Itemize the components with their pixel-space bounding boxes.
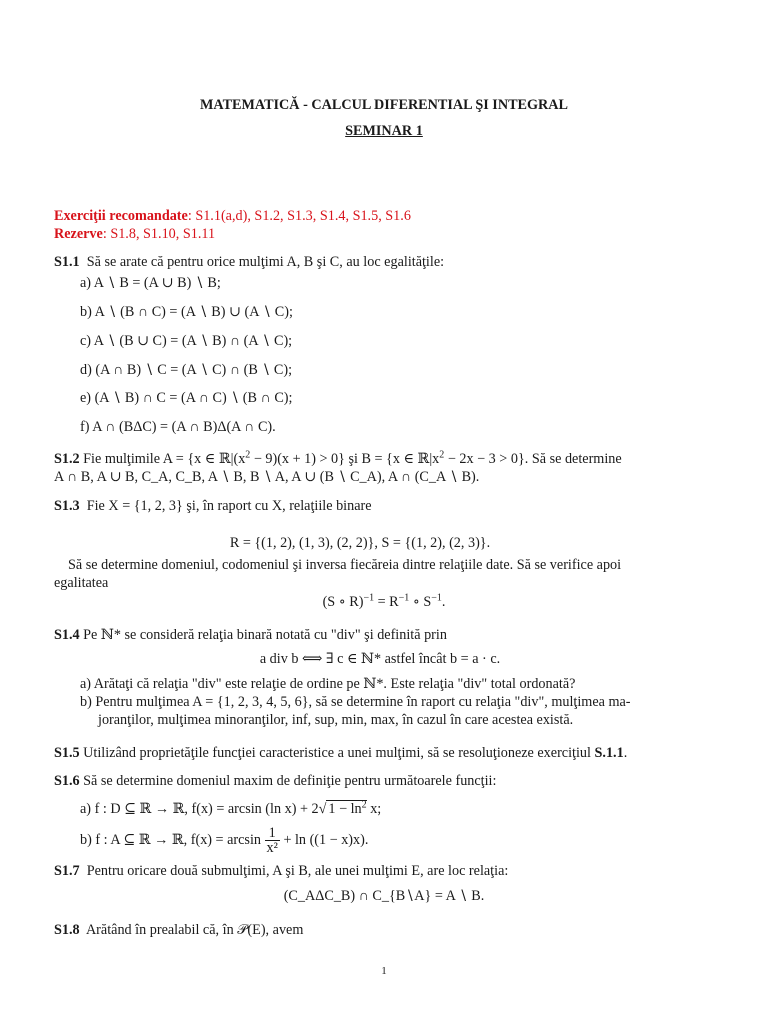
exercise-s1-4: S1.4 Pe ℕ* se consideră relaţia binară notată cu "div" şi definită prin — [54, 627, 447, 643]
s1-3-paragraph: Să se determine domeniul, codomeniul şi inversa fiecăreia dintre relaţiile date. Să se verifice apoi — [68, 557, 622, 573]
recommended-list: : S1.1(a,d), S1.2, S1.3, S1.4, S1.5, S1.6 — [187, 208, 411, 224]
exercise-s1-1 — [54, 253, 444, 271]
page-number: 1 — [381, 965, 387, 977]
reserve-line — [54, 225, 215, 243]
s1-1-item-b: b) A ∖ (B ∩ C) = (A ∖ B) ∪ (A ∖ C); — [80, 304, 293, 320]
exercise-number: S1.2 — [54, 451, 80, 467]
seminar-title: SEMINAR 1 — [345, 123, 423, 139]
exercise-number: S1.7 — [54, 863, 80, 879]
s1-3-paragraph-end: egalitatea — [54, 575, 109, 591]
s1-1-item-c: c) A ∖ (B ∪ C) = (A ∖ B) ∩ (A ∖ C); — [80, 333, 293, 349]
s1-2-line-2: A ∩ B, A ∪ B, C_A, C_B, A ∖ B, B ∖ A, A ∪ (B ∖ C_A), A ∩ (C_A ∖ B). — [54, 469, 480, 485]
s1-4-item-b: b) Pentru mulţimea A = {1, 2, 3, 4, 5, 6}, să se determine în raport cu relaţia "div", mulţimea ma- — [80, 694, 631, 710]
exercise-s1-8: S1.8 Arătând în prealabil că, în 𝒫(E), avem — [54, 922, 304, 938]
s1-4-definition: a div b ⟺ ∃ c ∈ ℕ* astfel încât b = a · c. — [259, 651, 501, 667]
s1-7-equation: (C_AΔC_B) ∩ C_{B∖A} = A ∖ B. — [283, 888, 485, 904]
reserve-list: : S1.8, S1.10, S1.11 — [102, 226, 216, 242]
s1-1-item-d: d) (A ∩ B) ∖ C = (A ∖ C) ∩ (B ∖ C); — [80, 362, 293, 378]
exercise-s1-5: S1.5 Utilizând proprietăţile funcţiei caracteristice a unei mulţimi, să se resoluţioneze exerciţiul S.1.1. — [54, 745, 628, 761]
s1-4-item-a: a) Arătaţi că relaţia "div" este relaţie de ordine pe ℕ*. Este relaţia "div" total ordonată? — [80, 676, 576, 692]
s1-1-item-e: e) (A ∖ B) ∩ C = (A ∩ C) ∖ (B ∩ C); — [80, 390, 293, 406]
s1-3-equation: (S ∘ $R)^{-1} = R^{-1}$ ∘ $S^{-1}$. — [322, 592, 446, 610]
exercise-s1-3: S1.3 Fie X = {1, 2, 3} şi, în raport cu X, relaţiile binare — [54, 498, 372, 514]
s1-4-item-b-cont: joranţilor, mulţimea minoranţilor, inf, sup, min, max, în cazul în care acestea există. — [98, 712, 574, 728]
exercise-number: S1.6 — [54, 773, 80, 789]
document-title: MATEMATICĂ - CALCUL DIFERENTIAL ŞI INTEGRAL — [199, 97, 568, 113]
fraction: $\frac{1}{\text{x²}}$ — [266, 825, 278, 856]
s1-6-item-a: a) f : D ⊆ ℝ → ℝ, f(x) = arcsin (ln x) + 2√ $1 - \ln^2 x$; — [80, 799, 382, 817]
s1-6-item-b: b) f : A ⊆ ℝ → ℝ, f(x) = arcsin $\frac{1}{\text{x²}}$ + ln ((1 − x)x). — [80, 825, 369, 856]
exercise-number: S1.8 — [54, 922, 80, 938]
s1-1-item-a: a) A ∖ B = (A ∪ B) ∖ B; — [80, 275, 221, 291]
s1-1-item-f: f) A ∩ (BΔC) = (A ∩ B)Δ(A ∩ C). — [80, 419, 276, 435]
exercise-s1-7: S1.7 Pentru oricare două submulţimi, A şi B, ale unei mulţimi E, are loc relaţia: — [54, 863, 509, 879]
exercise-s1-6: S1.6 Să se determine domeniul maxim de definiţie pentru următoarele funcţii: — [54, 773, 497, 789]
exercise-number: S1.1 — [54, 254, 80, 270]
reserve-label: Rezerve — [54, 226, 103, 242]
exercise-s1-2: S1.2 Fie mulţimile A = {x ∈ $ℝ|(x^2 - 9)(x + 1) > 0$} şi B = {x ∈ $ℝ|x^2 - 2x - 3 > 0$}. Să se determine — [54, 449, 622, 467]
exercise-number: S1.3 — [54, 498, 80, 514]
s1-3-relations: R = {(1, 2), (1, 3), (2, 2)}, S = {(1, 2), (2, 3)}. — [229, 535, 491, 551]
exercise-number: S1.4 — [54, 627, 80, 643]
recommended-label: Exerciţii recomandate — [54, 208, 188, 224]
recommended-line — [54, 207, 411, 225]
exercise-text: Să se arate că pentru orice mulţimi A, B şi C, au loc egalităţile: — [86, 254, 445, 270]
exercise-number: S1.5 — [54, 745, 80, 761]
